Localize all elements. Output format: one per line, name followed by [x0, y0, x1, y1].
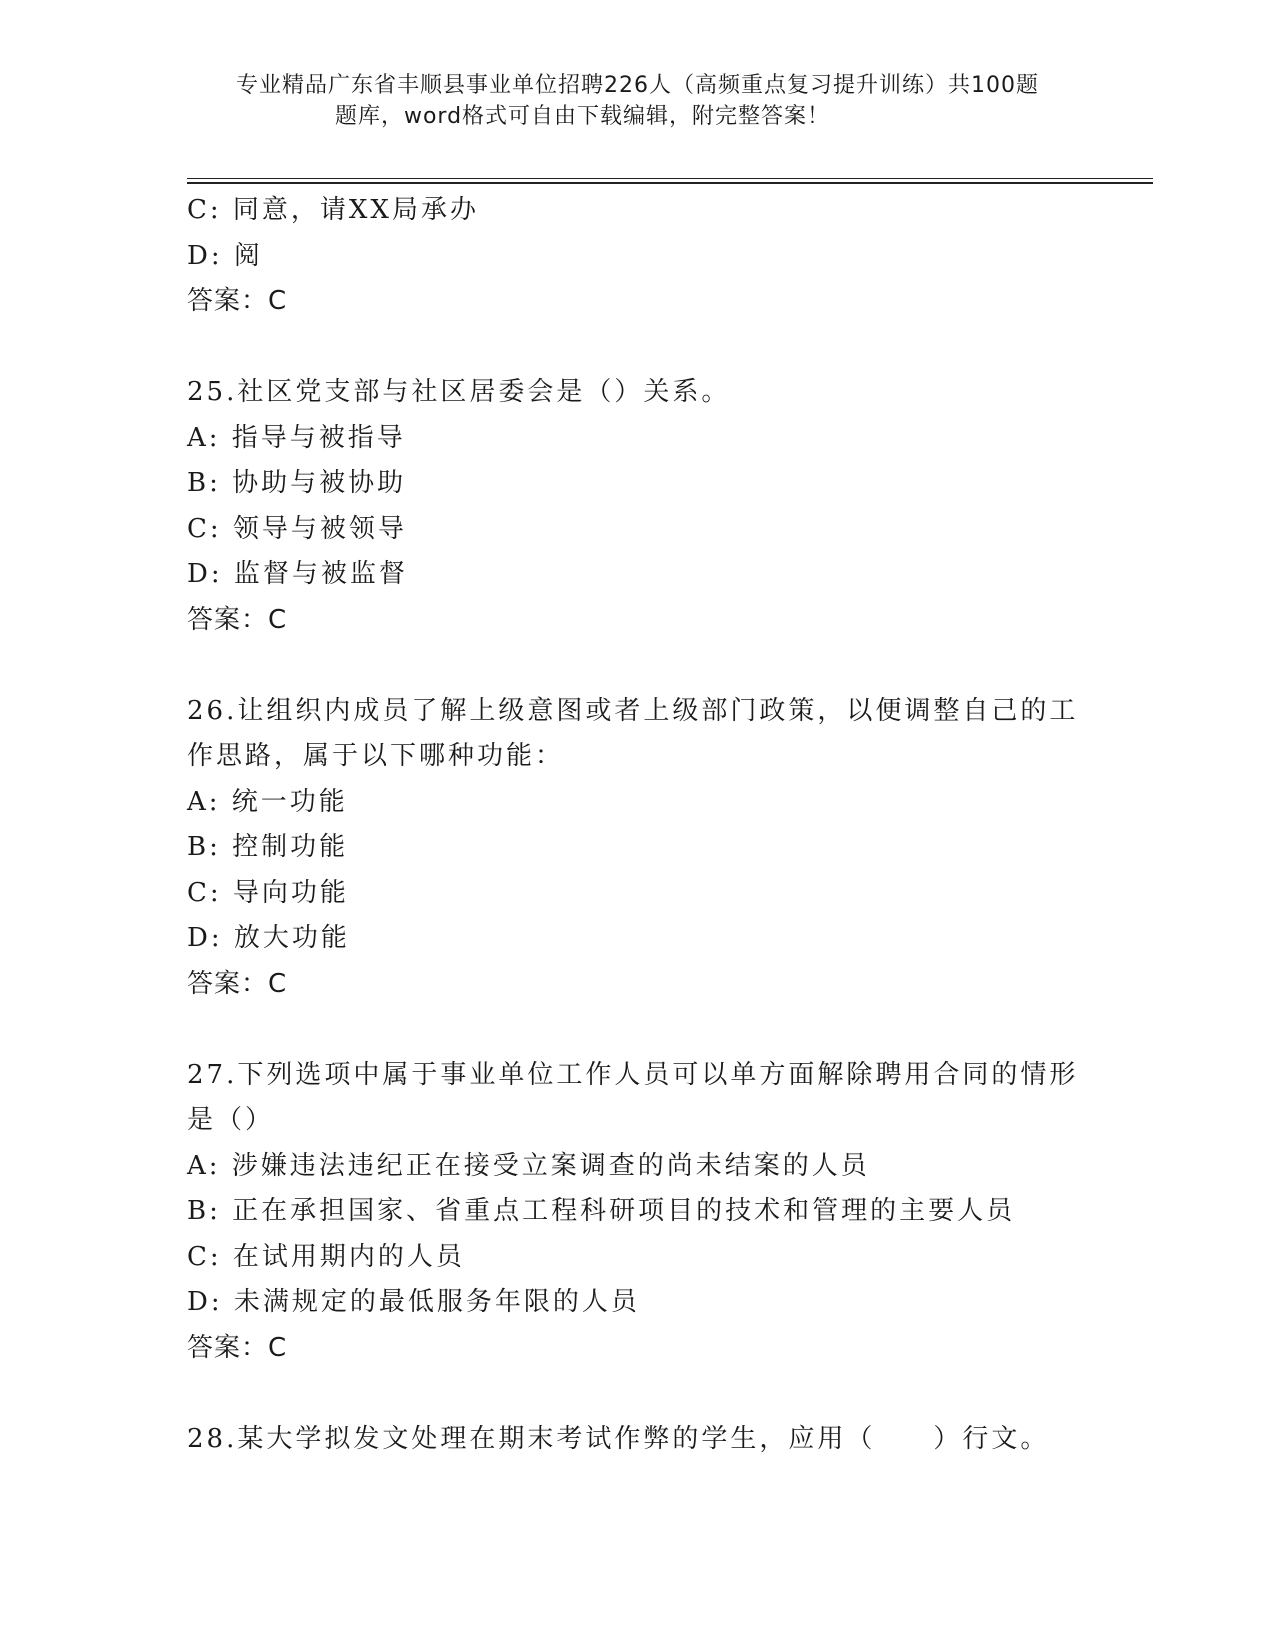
option-b: B: 协助与被协助: [187, 468, 407, 498]
spacer: [187, 1007, 1087, 1053]
option-c: C: 在试用期内的人员: [187, 1241, 465, 1272]
option-d: D: 放大功能: [187, 923, 350, 953]
document-header: [0, 70, 1275, 132]
question-28: [187, 1417, 1087, 1463]
document-body: [187, 188, 1087, 1462]
option-d: D: 未满规定的最低服务年限的人员: [187, 1287, 640, 1317]
spacer: [187, 643, 1087, 689]
header-divider-thick: [187, 182, 1153, 184]
option-d: D: 监督与被监督: [187, 559, 408, 589]
option-c: C: 同意，请XX局承办: [187, 195, 479, 225]
option-c: C: 导向功能: [187, 877, 349, 908]
question-stem: 26.让组织内成员了解上级意图或者上级部门政策，以便调整自己的工: [187, 695, 1079, 726]
question-stem: 25.社区党支部与社区居委会是（）关系。: [187, 377, 731, 407]
option-a: A: 统一功能: [187, 786, 348, 817]
option-a: A: 涉嫌违法违纪正在接受立案调查的尚未结案的人员: [187, 1150, 870, 1181]
spacer: [187, 325, 1087, 371]
answer-line: 答案：C: [187, 968, 288, 999]
header-title-line2: 题库，word格式可自由下载编辑，附完整答案！: [334, 104, 831, 129]
question-stem: 28.某大学拟发文处理在期末考试作弊的学生，应用（ ）行文。: [187, 1423, 1050, 1454]
question-stem-cont: 是（）: [187, 1105, 275, 1135]
option-c: C: 领导与被领导: [187, 513, 407, 544]
option-d: D: 阅: [187, 240, 263, 271]
option-b: B: 控制功能: [187, 832, 349, 862]
option-a: A: 指导与被指导: [187, 422, 406, 453]
question-stem-cont: 作思路，属于以下哪种功能：: [187, 741, 565, 771]
header-divider-thin: [187, 178, 1153, 179]
question-26: [187, 689, 1087, 1008]
answer-line: 答案：C: [187, 604, 288, 635]
question-stem: 27.下列选项中属于事业单位工作人员可以单方面解除聘用合同的情形: [187, 1059, 1079, 1090]
answer-line: 答案：C: [187, 286, 288, 316]
answer-line: 答案：C: [187, 1332, 288, 1363]
option-b: B: 正在承担国家、省重点工程科研项目的技术和管理的主要人员: [187, 1196, 1016, 1226]
spacer: [187, 1371, 1087, 1417]
question-24-tail: [187, 188, 1087, 325]
header-title-line1: 专业精品广东省丰顺县事业单位招聘226人（高频重点复习提升训练）共100题: [236, 73, 1039, 98]
question-27: [187, 1053, 1087, 1372]
question-25: [187, 370, 1087, 643]
